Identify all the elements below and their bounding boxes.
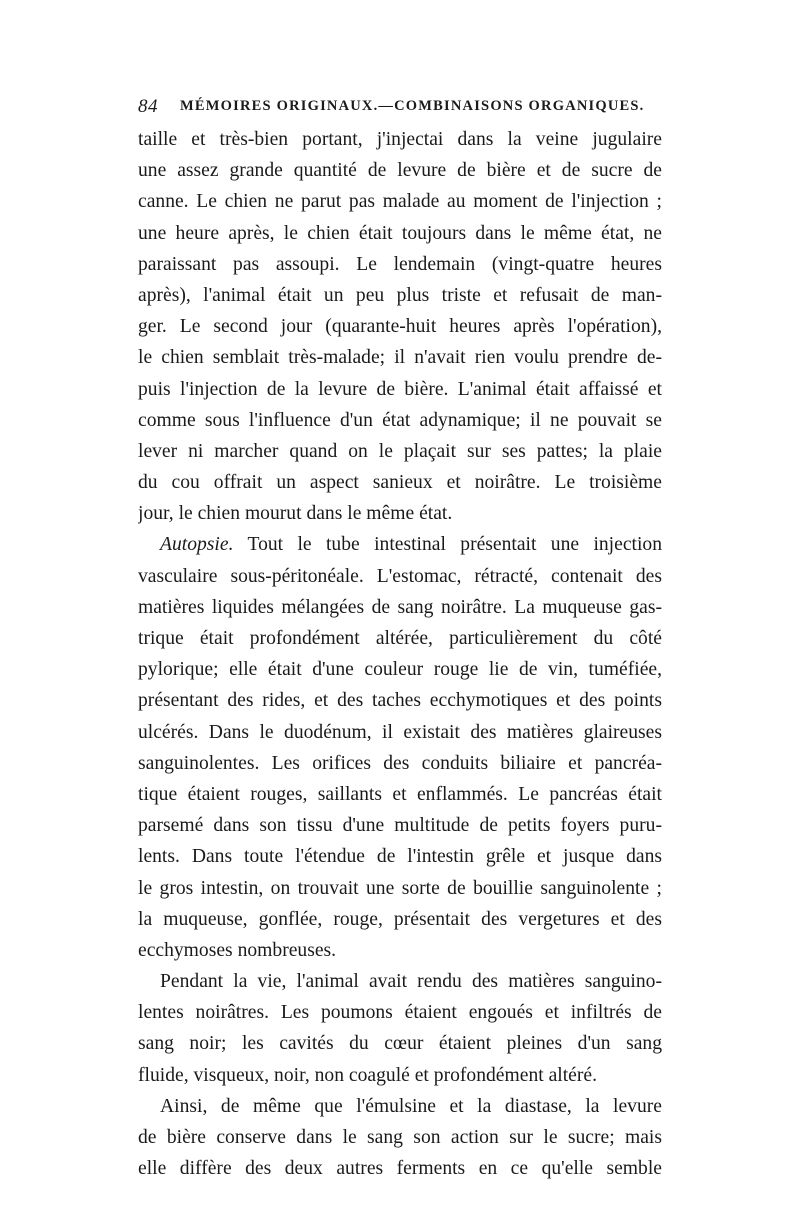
text-line: Ainsi, de même que l'émulsine et la diastase, la levure: [160, 1095, 662, 1117]
text-line: lever ni marcher quand on le plaçait sur ses pattes; la plaie: [138, 440, 662, 462]
text-line: parsemé dans son tissu d'une multitude de petits foyers puru-: [138, 815, 662, 837]
text-line: trique était profondément altérée, particulièrement du côté: [138, 628, 662, 649]
text-line: le chien semblait très-malade; il n'avait rien voulu prendre de-: [138, 347, 662, 369]
text-line: matières liquides mélangées de sang noirâtre. La muqueuse gas-: [138, 596, 662, 618]
book-page: [138, 94, 662, 1184]
body-text: [138, 124, 662, 1184]
text-line: Pendant la vie, l'animal avait rendu des matières sanguino-: [160, 971, 662, 993]
text-line: sang noir; les cavités du cœur étaient pleines d'un sang: [138, 1033, 662, 1055]
page-number: 84: [138, 96, 158, 117]
text-line: de bière conserve dans le sang son action sur le sucre; mais: [138, 1127, 662, 1148]
text-line: puis l'injection de la levure de bière. L'animal était affaissé et: [138, 378, 662, 400]
text-line: lents. Dans toute l'étendue de l'intestin grêle et jusque dans: [138, 846, 662, 868]
text-line: vasculaire sous-péritonéale. L'estomac, rétracté, contenait des: [138, 565, 662, 587]
text-line: une assez grande quantité de levure de bière et de sucre de: [138, 160, 662, 182]
text-line: sanguinolentes. Les orifices des conduits biliaire et pancréa-: [138, 752, 662, 774]
text-line: une heure après, le chien était toujours dans le même état, ne: [138, 222, 662, 244]
text-line: du cou offrait un aspect sanieux et noirâtre. Le troisième: [138, 472, 662, 494]
text-line: le gros intestin, on trouvait une sorte de bouillie sanguinolente ;: [138, 877, 662, 899]
text-line: fluide, visqueux, noir, non coagulé et profondément altéré.: [138, 1064, 597, 1086]
text-line: jour, le chien mourut dans le même état.: [138, 503, 453, 525]
text-line: taille et très-bien portant, j'injectai dans la veine jugulaire: [138, 129, 662, 150]
text-line: ecchymoses nombreuses.: [138, 939, 337, 961]
text-line: pylorique; elle était d'une couleur rouge lie de vin, tuméfiée,: [138, 659, 662, 681]
text-line: la muqueuse, gonflée, rouge, présentait des vergetures et des: [138, 908, 662, 930]
text-line: paraissant pas assoupi. Le lendemain (vingt-quatre heures: [138, 253, 662, 275]
text-line-rest: Tout le tube intestinal présentait une injection: [247, 534, 662, 556]
running-title: MÉMOIRES ORIGINAUX.—COMBINAISONS ORGANIQUES.: [180, 98, 645, 114]
text-line-autopsie: [138, 529, 662, 560]
text-line: après), l'animal était un peu plus triste et refusait de man-: [138, 284, 662, 306]
text-line: tique étaient rouges, saillants et enflammés. Le pancréas était: [138, 783, 662, 805]
running-head: [138, 94, 662, 124]
text-line: elle diffère des deux autres ferments en ce qu'elle semble: [138, 1158, 662, 1180]
text-line: canne. Le chien ne parut pas malade au moment de l'injection ;: [138, 191, 662, 213]
autopsie-label: Autopsie.: [160, 534, 234, 556]
text-line: ulcérés. Dans le duodénum, il existait des matières glaireuses: [138, 721, 662, 743]
text-line: ger. Le second jour (quarante-huit heures après l'opération),: [138, 316, 662, 338]
text-line: lentes noirâtres. Les poumons étaient engoués et infiltrés de: [138, 1002, 662, 1024]
text-line: comme sous l'influence d'un état adynamique; il ne pouvait se: [138, 409, 662, 431]
text-line: présentant des rides, et des taches ecchymotiques et des points: [138, 690, 662, 712]
